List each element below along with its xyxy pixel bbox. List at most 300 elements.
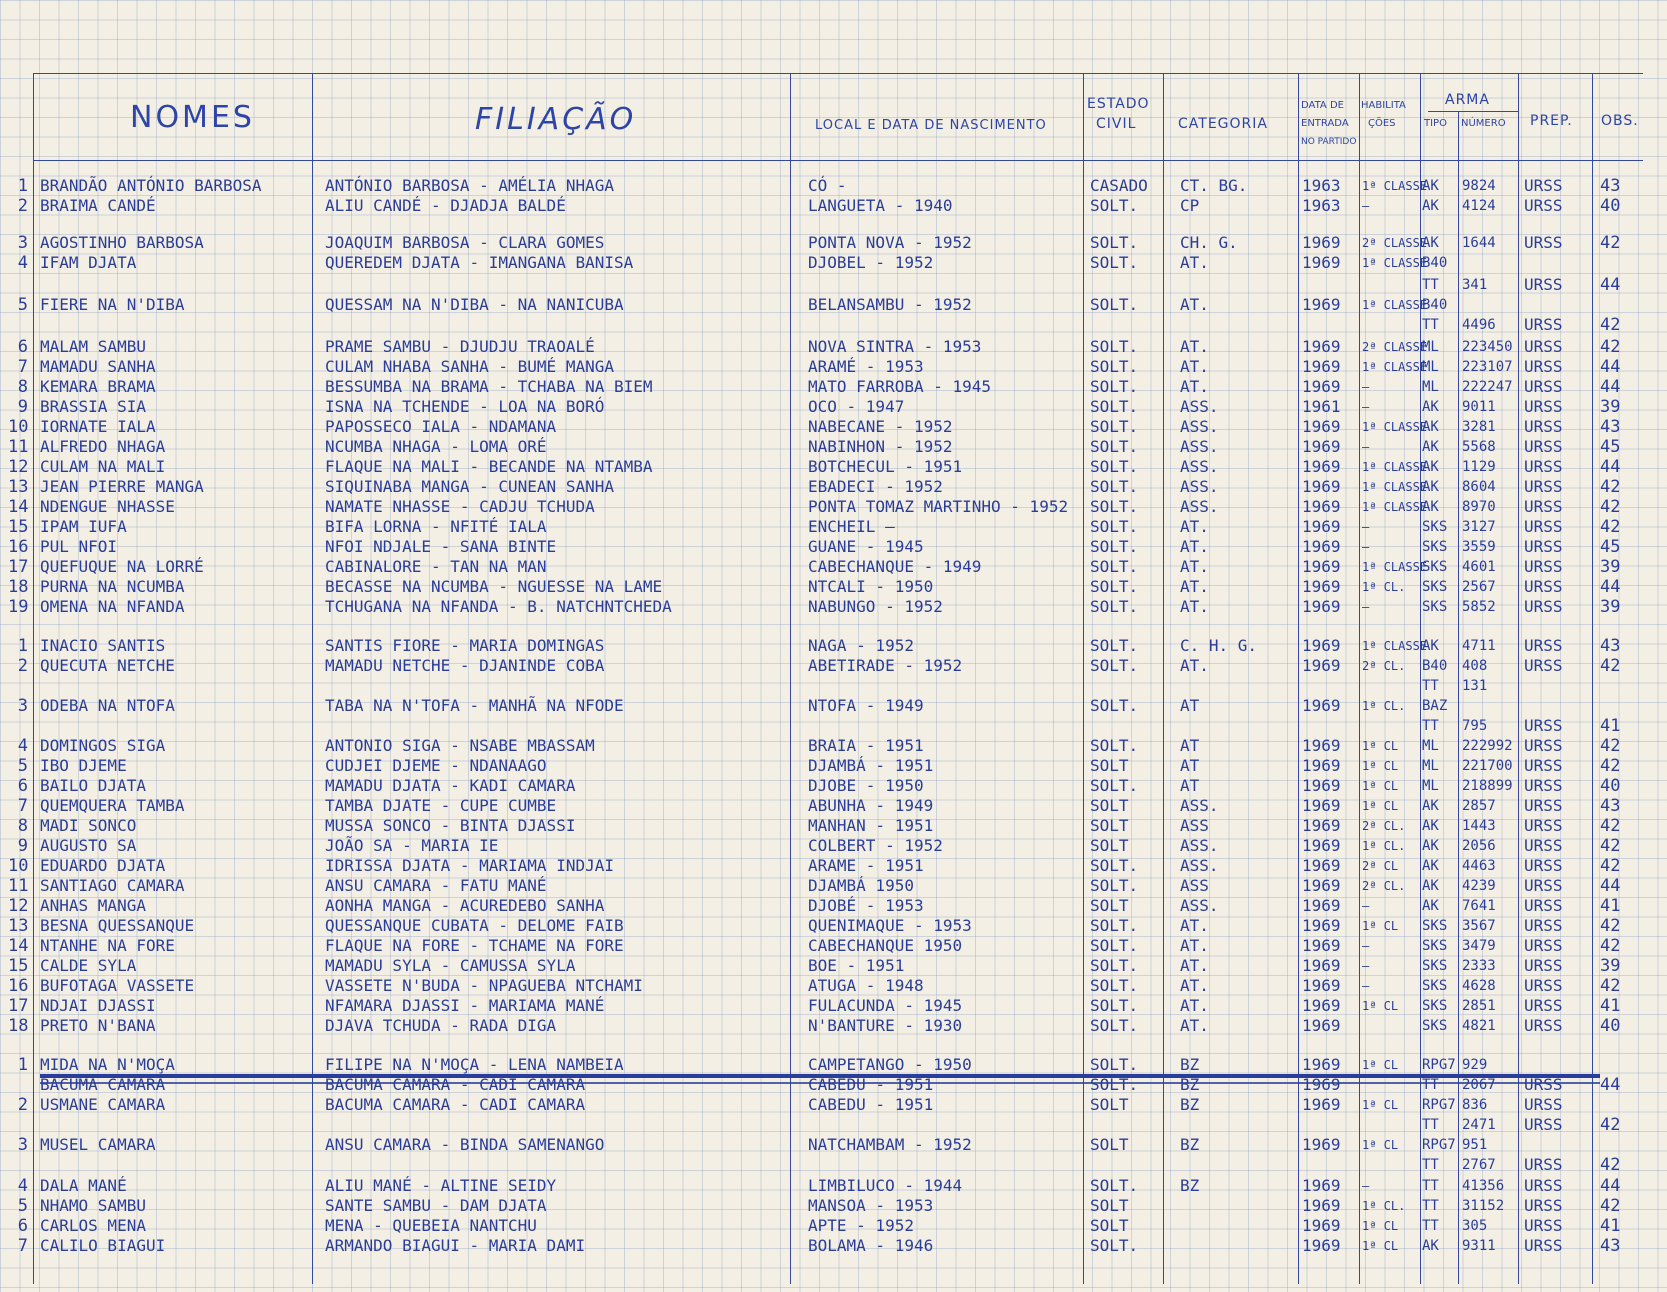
- training-country: URSS: [1524, 1196, 1563, 1215]
- training-country: URSS: [1524, 233, 1563, 252]
- training-country: URSS: [1524, 477, 1563, 496]
- training-country: URSS: [1524, 916, 1563, 935]
- observation: 44: [1600, 876, 1621, 896]
- civil-status: SOLT.: [1090, 1236, 1139, 1255]
- header-obs: OBS.: [1601, 113, 1639, 129]
- birthplace-date: BOTCHECUL - 1951: [808, 457, 963, 476]
- birthplace-date: NAGA - 1952: [808, 636, 914, 655]
- parentage: TCHUGANA NA NFANDA - B. NATCHNTCHEDA: [325, 597, 672, 616]
- member-name: CULAM NA MALI: [40, 457, 166, 476]
- weapon-number: 2857: [1462, 798, 1496, 814]
- qualification: 1ª CLASSE: [1362, 460, 1428, 474]
- member-name: BESNA QUESSANQUE: [40, 916, 195, 935]
- party-entry-year: 1969: [1302, 417, 1341, 436]
- weapon-number: 4711: [1462, 638, 1496, 654]
- weapon-type: SKS: [1422, 539, 1448, 555]
- parentage: ANSU CAMARA - BINDA SAMENANGO: [325, 1135, 605, 1154]
- party-entry-year: 1969: [1302, 776, 1341, 795]
- parentage: ARMANDO BIAGUI - MARIA DAMI: [325, 1236, 586, 1255]
- weapon-type: SKS: [1422, 599, 1448, 615]
- member-name: ALFREDO NHAGA: [40, 437, 166, 456]
- table-row: [0, 736, 1667, 756]
- weapon-type: AK: [1422, 798, 1439, 814]
- qualification: 1ª CL: [1362, 1219, 1399, 1233]
- party-entry-year: 1969: [1302, 477, 1341, 496]
- party-entry-year: 1969: [1302, 1216, 1341, 1235]
- birthplace-date: BELANSAMBU - 1952: [808, 295, 972, 314]
- civil-status: SOLT.: [1090, 253, 1139, 272]
- table-row: [0, 457, 1667, 477]
- party-entry-year: 1969: [1302, 1176, 1341, 1195]
- row-number: 10: [8, 856, 29, 876]
- party-entry-year: 1969: [1302, 856, 1341, 875]
- party-entry-year: 1969: [1302, 1055, 1341, 1074]
- member-name: PRETO N'BANA: [40, 1016, 156, 1035]
- qualification: —: [1362, 939, 1370, 953]
- table-row: [0, 557, 1667, 577]
- civil-status: SOLT: [1090, 816, 1129, 835]
- observation: 44: [1600, 1176, 1621, 1196]
- category: ASS.: [1180, 477, 1219, 496]
- weapon-type: AK: [1422, 838, 1439, 854]
- row-number: 2: [17, 1095, 28, 1115]
- category: BZ: [1180, 1135, 1200, 1154]
- table-row: [0, 437, 1667, 457]
- parentage: ANSU CAMARA - FATU MANÉ: [325, 876, 547, 895]
- observation: 42: [1600, 1196, 1621, 1216]
- training-country: URSS: [1524, 956, 1563, 975]
- weapon-number: 929: [1462, 1057, 1488, 1073]
- member-name: KEMARA BRAMA: [40, 377, 156, 396]
- row-number: 1: [17, 176, 28, 196]
- header-nomes: NOMES: [130, 100, 255, 135]
- weapon-type: ML: [1422, 778, 1439, 794]
- qualification: 1ª CLASSE: [1362, 256, 1428, 270]
- table-row: [0, 636, 1667, 656]
- civil-status: SOLT.: [1090, 1055, 1139, 1074]
- row-number: 2: [17, 196, 28, 216]
- weapon-number: 8604: [1462, 479, 1496, 495]
- party-entry-year: 1969: [1302, 696, 1341, 715]
- category: ASS.: [1180, 457, 1219, 476]
- table-row: [0, 696, 1667, 716]
- weapon-type: ML: [1422, 738, 1439, 754]
- parentage: BACUMA CAMARA - CADI CAMARA: [325, 1095, 586, 1114]
- row-number: 6: [17, 776, 28, 796]
- category: ASS.: [1180, 856, 1219, 875]
- party-entry-year: 1963: [1302, 176, 1341, 195]
- qualification: —: [1362, 600, 1370, 614]
- parentage: ISNA NA TCHENDE - LOA NA BORÓ: [325, 397, 605, 416]
- qualification: —: [1362, 380, 1370, 394]
- qualification: —: [1362, 540, 1370, 554]
- observation: 42: [1600, 836, 1621, 856]
- training-country: URSS: [1524, 437, 1563, 456]
- category: BZ: [1180, 1055, 1200, 1074]
- table-row: [0, 176, 1667, 196]
- weapon-number: 4821: [1462, 1018, 1496, 1034]
- parentage: FILIPE NA N'MOÇA - LENA NAMBEIA: [325, 1055, 624, 1074]
- header-data-3: NO PARTIDO: [1301, 137, 1357, 147]
- training-country: URSS: [1524, 936, 1563, 955]
- table-row: [0, 856, 1667, 876]
- row-number: 3: [17, 233, 28, 253]
- table-row: [0, 796, 1667, 816]
- category: AT: [1180, 756, 1200, 775]
- party-entry-year: 1969: [1302, 936, 1341, 955]
- row-number: 12: [8, 896, 29, 916]
- top-border: [33, 73, 1643, 74]
- category: BZ: [1180, 1095, 1200, 1114]
- qualification: 2ª CLASSE: [1362, 340, 1428, 354]
- row-number: 6: [17, 1216, 28, 1236]
- member-name: FIERE NA N'DIBA: [40, 295, 185, 314]
- observation: 43: [1600, 176, 1621, 196]
- observation: 45: [1600, 537, 1621, 557]
- party-entry-year: 1969: [1302, 876, 1341, 895]
- table-row: [0, 597, 1667, 617]
- party-entry-year: 1969: [1302, 896, 1341, 915]
- civil-status: SOLT.: [1090, 1075, 1139, 1094]
- category: AT.: [1180, 1016, 1209, 1035]
- category: AT.: [1180, 357, 1209, 376]
- strike-through-line: [40, 1074, 1600, 1078]
- row-number: 15: [8, 956, 29, 976]
- table-row: [0, 1176, 1667, 1196]
- parentage: SANTIS FIORE - MARIA DOMINGAS: [325, 636, 605, 655]
- qualification: 2ª CL.: [1362, 819, 1406, 833]
- observation: 41: [1600, 716, 1621, 736]
- birthplace-date: APTE - 1952: [808, 1216, 914, 1235]
- training-country: URSS: [1524, 816, 1563, 835]
- row-number: 18: [8, 1016, 29, 1036]
- row-number: 7: [17, 796, 28, 816]
- category: AT.: [1180, 377, 1209, 396]
- parentage: ALIU CANDÉ - DJADJA BALDÉ: [325, 196, 566, 215]
- row-number: 13: [8, 477, 29, 497]
- member-name: DOMINGOS SIGA: [40, 736, 166, 755]
- weapon-type: AK: [1422, 439, 1439, 455]
- birthplace-date: ATUGA - 1948: [808, 976, 924, 995]
- weapon-number: 1644: [1462, 235, 1496, 251]
- member-name: BACUMA CAMARA: [40, 1075, 166, 1094]
- category: BZ: [1180, 1075, 1200, 1094]
- parentage: NFOI NDJALE - SANA BINTE: [325, 537, 557, 556]
- weapon-type: TT: [1422, 1157, 1439, 1173]
- birthplace-date: ABETIRADE - 1952: [808, 656, 963, 675]
- row-number: 18: [8, 577, 29, 597]
- weapon-number: 2851: [1462, 998, 1496, 1014]
- weapon-type: AK: [1422, 1238, 1439, 1254]
- birthplace-date: DJOBEL - 1952: [808, 253, 934, 272]
- category: ASS.: [1180, 796, 1219, 815]
- parentage: QUESSANQUE CUBATA - DELOME FAIB: [325, 916, 624, 935]
- parentage: DJAVA TCHUDA - RADA DIGA: [325, 1016, 557, 1035]
- weapon-number: 3127: [1462, 519, 1496, 535]
- header-data-1: DATA DE: [1301, 100, 1344, 111]
- header-categoria: CATEGORIA: [1178, 116, 1268, 132]
- weapon-number: 218899: [1462, 778, 1513, 794]
- category: ASS.: [1180, 397, 1219, 416]
- category: AT.: [1180, 597, 1209, 616]
- training-country: URSS: [1524, 497, 1563, 516]
- member-name: BRAIMA CANDÉ: [40, 196, 156, 215]
- weapon-type: SKS: [1422, 938, 1448, 954]
- category: AT.: [1180, 956, 1209, 975]
- table-row: [0, 337, 1667, 357]
- strike-through-line: [40, 1082, 1600, 1084]
- observation: 44: [1600, 357, 1621, 377]
- qualification: —: [1362, 199, 1370, 213]
- civil-status: SOLT.: [1090, 776, 1139, 795]
- civil-status: SOLT.: [1090, 437, 1139, 456]
- birthplace-date: CÓ -: [808, 176, 847, 195]
- party-entry-year: 1969: [1302, 656, 1341, 675]
- weapon-type: RPG7: [1422, 1097, 1456, 1113]
- qualification: 1ª CLASSE: [1362, 179, 1428, 193]
- qualification: —: [1362, 979, 1370, 993]
- header-prep: PREP.: [1530, 113, 1573, 129]
- party-entry-year: 1969: [1302, 996, 1341, 1015]
- observation: 40: [1600, 196, 1621, 216]
- observation: 43: [1600, 417, 1621, 437]
- table-row: [0, 876, 1667, 896]
- birthplace-date: PONTA NOVA - 1952: [808, 233, 972, 252]
- parentage: TAMBA DJATE - CUPE CUMBE: [325, 796, 557, 815]
- training-country: URSS: [1524, 896, 1563, 915]
- observation: 42: [1600, 756, 1621, 776]
- training-country: URSS: [1524, 517, 1563, 536]
- civil-status: SOLT.: [1090, 1176, 1139, 1195]
- table-row: [0, 1075, 1667, 1095]
- civil-status: SOLT.: [1090, 916, 1139, 935]
- row-number: 14: [8, 497, 29, 517]
- weapon-number: 341: [1462, 277, 1488, 293]
- table-row: [0, 1016, 1667, 1036]
- weapon-number: 223450: [1462, 339, 1513, 355]
- parentage: SIQUINABA MANGA - CUNEAN SANHA: [325, 477, 614, 496]
- weapon-type: ML: [1422, 758, 1439, 774]
- training-country: URSS: [1524, 457, 1563, 476]
- observation: 42: [1600, 816, 1621, 836]
- category: ASS.: [1180, 896, 1219, 915]
- row-number: 9: [17, 397, 28, 417]
- birthplace-date: LANGUETA - 1940: [808, 196, 953, 215]
- table-row: [0, 896, 1667, 916]
- table-row: [0, 1236, 1667, 1256]
- member-name: DALA MANÉ: [40, 1176, 127, 1195]
- qualification: —: [1362, 440, 1370, 454]
- member-name: BRASSIA SIA: [40, 397, 146, 416]
- qualification: —: [1362, 1179, 1370, 1193]
- qualification: 1ª CL: [1362, 799, 1399, 813]
- member-name: CARLOS MENA: [40, 1216, 146, 1235]
- member-name: EDUARDO DJATA: [40, 856, 166, 875]
- qualification: 1ª CLASSE: [1362, 420, 1428, 434]
- party-entry-year: 1969: [1302, 956, 1341, 975]
- birthplace-date: NATCHAMBAM - 1952: [808, 1135, 972, 1154]
- weapon-number: 223107: [1462, 359, 1513, 375]
- party-entry-year: 1969: [1302, 756, 1341, 775]
- weapon-number: 836: [1462, 1097, 1488, 1113]
- training-country: URSS: [1524, 736, 1563, 755]
- qualification: 1ª CL: [1362, 1138, 1399, 1152]
- weapon-number: 2471: [1462, 1117, 1496, 1133]
- parentage: PRAME SAMBU - DJUDJU TRAOALÉ: [325, 337, 595, 356]
- qualification: 1ª CL: [1362, 759, 1399, 773]
- training-country: URSS: [1524, 1236, 1563, 1255]
- weapon-type: TT: [1422, 678, 1439, 694]
- row-number: 7: [17, 1236, 28, 1256]
- birthplace-date: BOE - 1951: [808, 956, 905, 975]
- category: AT.: [1180, 656, 1209, 675]
- row-number: 16: [8, 976, 29, 996]
- table-row: [0, 497, 1667, 517]
- header-filiacao: FILIAÇÃO: [475, 102, 637, 137]
- member-name: PUL NFOI: [40, 537, 118, 556]
- party-entry-year: 1969: [1302, 736, 1341, 755]
- birthplace-date: DJAMBÁ - 1951: [808, 756, 934, 775]
- civil-status: SOLT.: [1090, 196, 1139, 215]
- civil-status: SOLT.: [1090, 295, 1139, 314]
- training-country: URSS: [1524, 656, 1563, 675]
- observation: 42: [1600, 477, 1621, 497]
- member-name: IPAM IUFA: [40, 517, 127, 536]
- table-row: [0, 196, 1667, 216]
- parentage: MAMADU DJATA - KADI CAMARA: [325, 776, 576, 795]
- birthplace-date: CABECHANQUE 1950: [808, 936, 963, 955]
- observation: 43: [1600, 796, 1621, 816]
- training-country: URSS: [1524, 856, 1563, 875]
- table-row: [0, 477, 1667, 497]
- qualification: 1ª CL: [1362, 1098, 1399, 1112]
- birthplace-date: OCO - 1947: [808, 397, 905, 416]
- observation: 42: [1600, 736, 1621, 756]
- party-entry-year: 1969: [1302, 796, 1341, 815]
- training-country: URSS: [1524, 337, 1563, 356]
- header-data-2: ENTRADA: [1301, 118, 1349, 129]
- parentage: JOÃO SA - MARIA IE: [325, 836, 499, 855]
- category: C. H. G.: [1180, 636, 1258, 655]
- weapon-number: 7641: [1462, 898, 1496, 914]
- weapon-type: SKS: [1422, 998, 1448, 1014]
- training-country: URSS: [1524, 716, 1563, 735]
- observation: 45: [1600, 437, 1621, 457]
- qualification: —: [1362, 959, 1370, 973]
- civil-status: SOLT.: [1090, 557, 1139, 576]
- observation: 42: [1600, 856, 1621, 876]
- row-number: 4: [17, 1176, 28, 1196]
- weapon-number: 41356: [1462, 1178, 1505, 1194]
- parentage: NAMATE NHASSE - CADJU TCHUDA: [325, 497, 595, 516]
- qualification: 1ª CLASSE: [1362, 500, 1428, 514]
- weapon-number: 305: [1462, 1218, 1488, 1234]
- party-entry-year: 1969: [1302, 976, 1341, 995]
- observation: 42: [1600, 976, 1621, 996]
- observation: 42: [1600, 337, 1621, 357]
- row-number: 8: [17, 816, 28, 836]
- row-number: 17: [8, 557, 29, 577]
- weapon-number: 221700: [1462, 758, 1513, 774]
- member-name: IFAM DJATA: [40, 253, 137, 272]
- table-row: [0, 936, 1667, 956]
- weapon-number: 5568: [1462, 439, 1496, 455]
- table-row: [0, 716, 1667, 736]
- table-row: [0, 776, 1667, 796]
- birthplace-date: NTOFA - 1949: [808, 696, 924, 715]
- birthplace-date: ENCHEIL —: [808, 517, 895, 536]
- party-entry-year: 1969: [1302, 377, 1341, 396]
- row-number: 8: [17, 377, 28, 397]
- category: ASS.: [1180, 497, 1219, 516]
- qualification: 1ª CL: [1362, 1239, 1399, 1253]
- training-country: URSS: [1524, 537, 1563, 556]
- party-entry-year: 1969: [1302, 337, 1341, 356]
- member-name: CALDE SYLA: [40, 956, 137, 975]
- party-entry-year: 1969: [1302, 916, 1341, 935]
- observation: 42: [1600, 1115, 1621, 1135]
- row-number: 3: [17, 696, 28, 716]
- category: BZ: [1180, 1176, 1200, 1195]
- weapon-type: AK: [1422, 878, 1439, 894]
- table-row: [0, 517, 1667, 537]
- table-row: [0, 253, 1667, 273]
- member-name: BAILO DJATA: [40, 776, 146, 795]
- birthplace-date: MATO FARROBA - 1945: [808, 377, 992, 396]
- row-number: 9: [17, 836, 28, 856]
- row-number: 2: [17, 656, 28, 676]
- weapon-number: 2333: [1462, 958, 1496, 974]
- civil-status: SOLT.: [1090, 636, 1139, 655]
- birthplace-date: BOLAMA - 1946: [808, 1236, 934, 1255]
- weapon-type: RPG7: [1422, 1057, 1456, 1073]
- weapon-number: 1129: [1462, 459, 1496, 475]
- row-number: 5: [17, 756, 28, 776]
- member-name: AGOSTINHO BARBOSA: [40, 233, 204, 252]
- table-row: [0, 956, 1667, 976]
- weapon-type: AK: [1422, 419, 1439, 435]
- member-name: BUFOTAGA VASSETE: [40, 976, 195, 995]
- weapon-type: SKS: [1422, 918, 1448, 934]
- birthplace-date: COLBERT - 1952: [808, 836, 943, 855]
- row-number: 7: [17, 357, 28, 377]
- parentage: FLAQUE NA MALI - BECANDE NA NTAMBA: [325, 457, 653, 476]
- parentage: IDRISSA DJATA - MARIAMA INDJAI: [325, 856, 614, 875]
- training-country: URSS: [1524, 577, 1563, 596]
- training-country: URSS: [1524, 377, 1563, 396]
- weapon-type: AK: [1422, 479, 1439, 495]
- header-civil: CIVIL: [1096, 116, 1137, 132]
- weapon-type: TT: [1422, 1198, 1439, 1214]
- weapon-type: AK: [1422, 858, 1439, 874]
- civil-status: SOLT: [1090, 1095, 1129, 1114]
- birthplace-date: MANSOA - 1953: [808, 1196, 934, 1215]
- training-country: URSS: [1524, 976, 1563, 995]
- parentage: FLAQUE NA FORE - TCHAME NA FORE: [325, 936, 624, 955]
- member-name: NDENGUE NHASSE: [40, 497, 175, 516]
- civil-status: SOLT: [1090, 796, 1129, 815]
- training-country: URSS: [1524, 776, 1563, 795]
- birthplace-date: ARAME - 1951: [808, 856, 924, 875]
- parentage: ALIU MANÉ - ALTINE SEIDY: [325, 1176, 557, 1195]
- party-entry-year: 1969: [1302, 1236, 1341, 1255]
- civil-status: SOLT.: [1090, 856, 1139, 875]
- member-name: QUEFUQUE NA LORRÉ: [40, 557, 204, 576]
- table-row: [0, 275, 1667, 295]
- parentage: MAMADU NETCHE - DJANINDE COBA: [325, 656, 605, 675]
- parentage: AONHA MANGA - ACUREDEBO SANHA: [325, 896, 605, 915]
- party-entry-year: 1969: [1302, 1016, 1341, 1035]
